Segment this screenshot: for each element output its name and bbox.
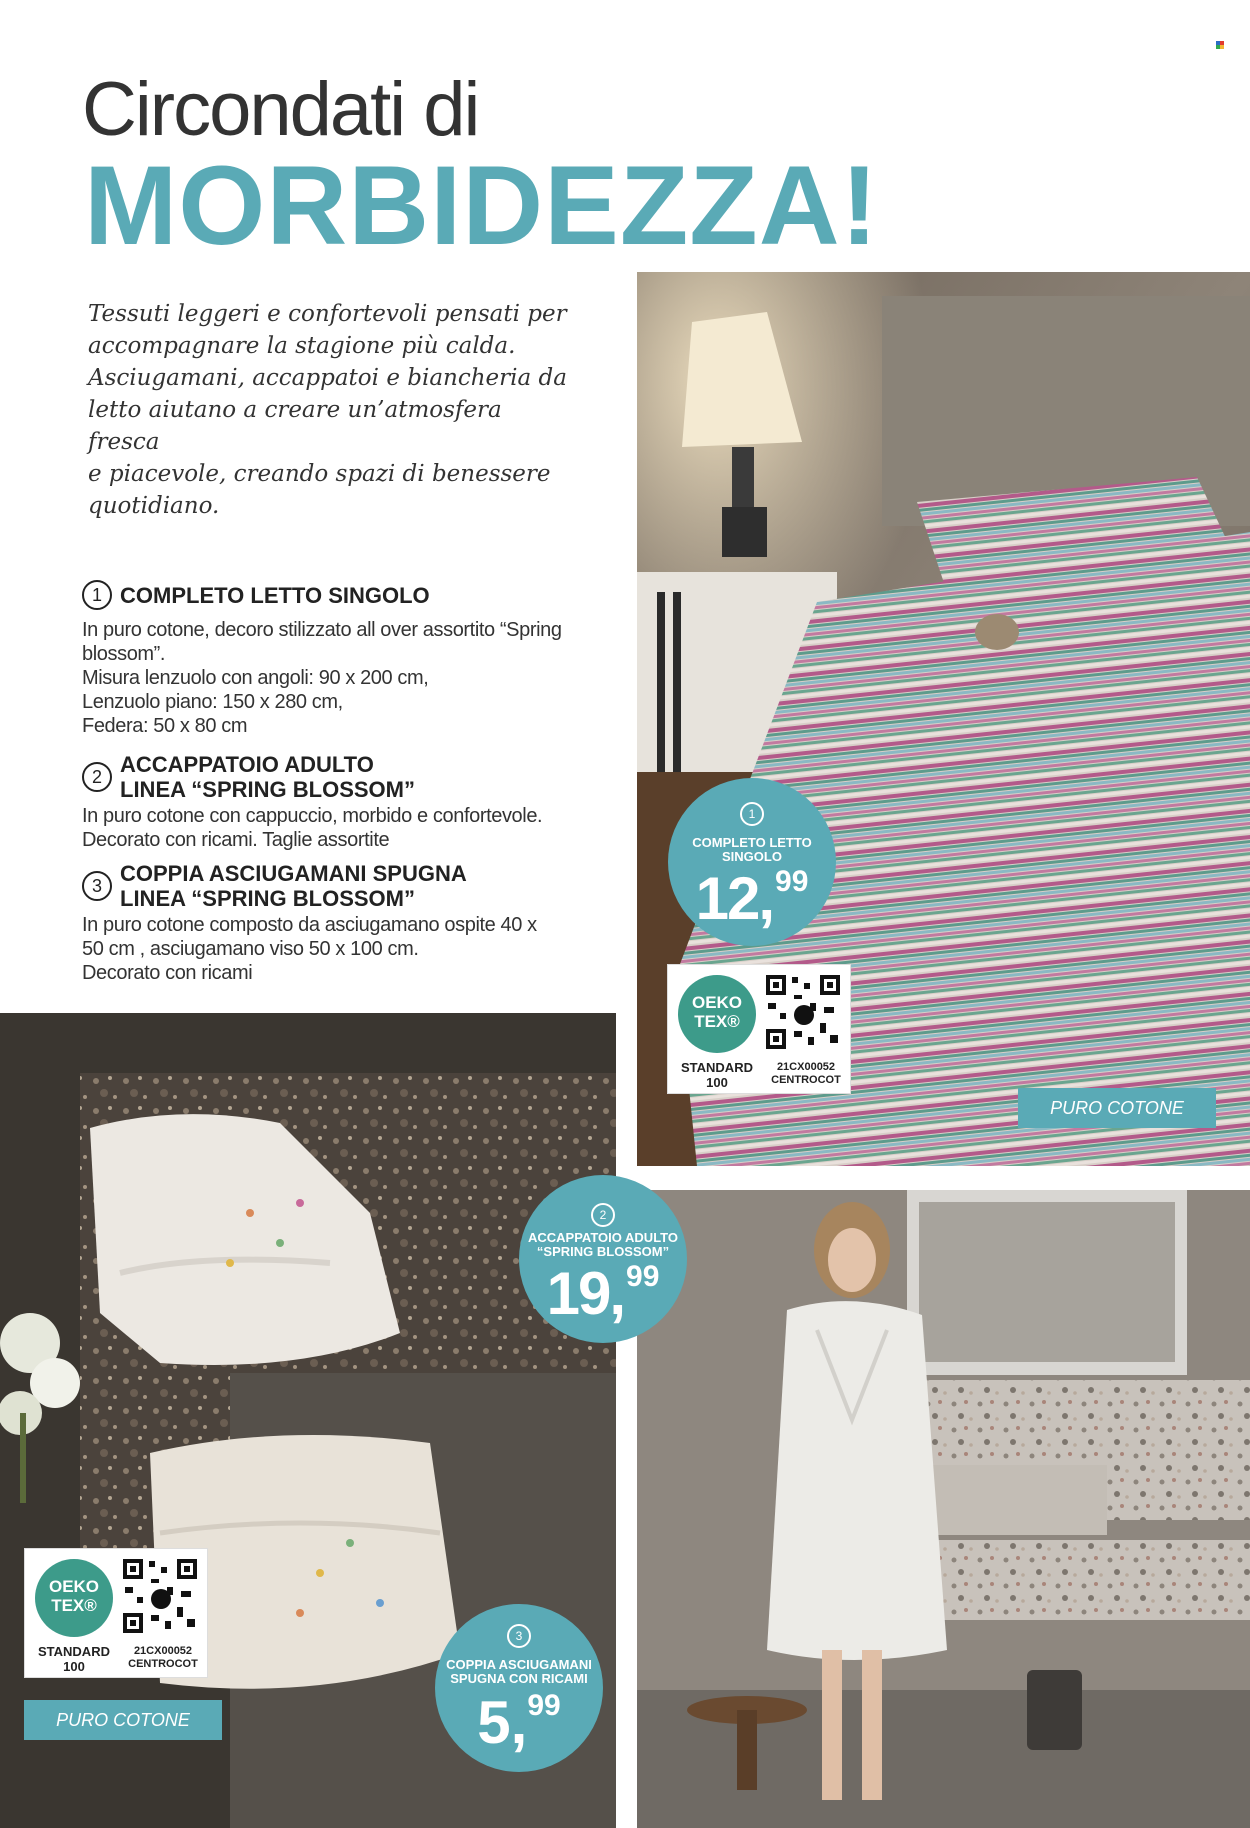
intro-text <box>88 298 578 522</box>
price-decimals: 99 <box>527 1689 561 1722</box>
item-title-line: COMPLETO LETTO SINGOLO <box>120 582 430 608</box>
cert-standard <box>29 1644 119 1674</box>
product-item-description <box>82 618 602 738</box>
desc-line: Decorato con ricami <box>82 962 253 984</box>
tex-text: TEX® <box>694 1012 740 1031</box>
desc-line: In puro cotone, decoro stilizzato all over assortito “Spring <box>82 619 562 641</box>
cert-standard <box>672 1060 762 1090</box>
price-comma: , <box>609 1260 627 1327</box>
product-item-title <box>82 861 602 911</box>
intro-line: accompagnare la stagione più calda. <box>88 333 516 359</box>
item-title-line: ACCAPPATOIO ADULTO <box>120 752 374 777</box>
intro-line: Tessuti leggeri e confortevoli pensati per <box>88 301 567 327</box>
desc-line: Decorato con ricami. Taglie assortite <box>82 829 390 851</box>
item-title-line: LINEA “SPRING BLOSSOM” <box>120 777 415 802</box>
title-line-1: Circondati di <box>82 67 479 152</box>
product-item-title <box>82 580 602 610</box>
desc-line: In puro cotone composto da asciugamano ospite 40 x <box>82 914 537 936</box>
cert-code-text: 21CX00052 <box>776 1061 836 1073</box>
price-comma: , <box>510 1689 528 1756</box>
price-badge-label <box>519 1231 687 1259</box>
puro-cotone-tag-2: PURO COTONE <box>24 1700 222 1740</box>
standard-text: STANDARD <box>38 1644 110 1659</box>
item-number-badge: 3 <box>82 871 112 901</box>
price-badge-number: 1 <box>740 802 764 826</box>
product-item-3 <box>82 861 602 985</box>
price-badge-number: 2 <box>591 1203 615 1227</box>
oeko-tex-certificate-1 <box>667 964 851 1094</box>
intro-line: Asciugamani, accappatoi e biancheria da <box>88 365 567 391</box>
title-line-2: MORBIDEZZA! <box>84 143 879 268</box>
item-title-line: LINEA “SPRING BLOSSOM” <box>120 886 415 911</box>
price-decimals: 99 <box>626 1260 660 1293</box>
intro-line: letto aiutano a creare un’atmosfera fresca <box>88 397 502 455</box>
price-label-line: ACCAPPATOIO ADULTO <box>528 1230 678 1245</box>
oeko-tex-logo <box>35 1559 113 1637</box>
price-value <box>435 1688 603 1757</box>
tex-text: TEX® <box>51 1596 97 1615</box>
cert-code <box>764 1061 848 1087</box>
price-decimals: 99 <box>775 865 809 898</box>
desc-line: 50 cm , asciugamano viso 50 x 100 cm. <box>82 938 419 960</box>
price-badge-3 <box>435 1604 603 1772</box>
cert-institute-text: CENTROCOT <box>128 1658 198 1670</box>
desc-line: blossom”. <box>82 643 166 665</box>
standard-number: 100 <box>63 1659 85 1674</box>
price-label-line: COMPLETO LETTO <box>692 835 812 850</box>
standard-text: STANDARD <box>681 1060 753 1075</box>
product-item-description <box>82 913 602 985</box>
oeko-text: OEKO <box>691 993 743 1012</box>
cert-institute-text: CENTROCOT <box>771 1074 841 1086</box>
price-value <box>519 1259 687 1328</box>
product-item-1 <box>82 580 602 738</box>
cert-code <box>121 1645 205 1671</box>
price-label-line: “SPRING BLOSSOM” <box>536 1244 670 1259</box>
price-integer: 5 <box>477 1689 511 1756</box>
price-badge-1 <box>668 778 836 946</box>
price-value <box>668 864 836 933</box>
price-label-line: COPPIA ASCIUGAMANI <box>446 1657 592 1672</box>
product-item-description <box>82 804 602 852</box>
price-badge-number: 3 <box>507 1624 531 1648</box>
price-badge-label <box>668 836 836 864</box>
desc-line: Misura lenzuolo con angoli: 90 x 200 cm, <box>82 667 429 689</box>
price-comma: , <box>758 865 776 932</box>
desc-line: Lenzuolo piano: 150 x 280 cm, <box>82 691 343 713</box>
corner-mark-icon <box>1216 36 1224 44</box>
cert-code-text: 21CX00052 <box>133 1645 193 1657</box>
oeko-text: OEKO <box>48 1577 100 1596</box>
price-badge-label <box>435 1658 603 1686</box>
puro-cotone-tag-1: PURO COTONE <box>1018 1088 1216 1128</box>
product-item-title <box>82 752 602 802</box>
price-integer: 19 <box>546 1260 610 1327</box>
qr-code-icon[interactable] <box>764 973 842 1051</box>
price-badge-2 <box>519 1175 687 1343</box>
item-title-line: COPPIA ASCIUGAMANI SPUGNA <box>120 861 467 886</box>
desc-line: Federa: 50 x 80 cm <box>82 715 248 737</box>
qr-code-icon[interactable] <box>121 1557 199 1635</box>
item-number-badge: 1 <box>82 580 112 610</box>
price-label-line: SPUGNA CON RICAMI <box>450 1671 588 1686</box>
standard-number: 100 <box>706 1075 728 1090</box>
oeko-tex-certificate-2 <box>24 1548 208 1678</box>
item-number-badge: 2 <box>82 762 112 792</box>
desc-line: In puro cotone con cappuccio, morbido e confortevole. <box>82 805 543 827</box>
oeko-tex-logo <box>678 975 756 1053</box>
price-integer: 12 <box>695 865 759 932</box>
intro-line: e piacevole, creando spazi di benessere <box>88 461 551 487</box>
price-label-line: SINGOLO <box>722 849 782 864</box>
bathroom-photo <box>637 1190 1250 1828</box>
product-item-2 <box>82 752 602 852</box>
intro-line: quotidiano. <box>88 493 220 519</box>
